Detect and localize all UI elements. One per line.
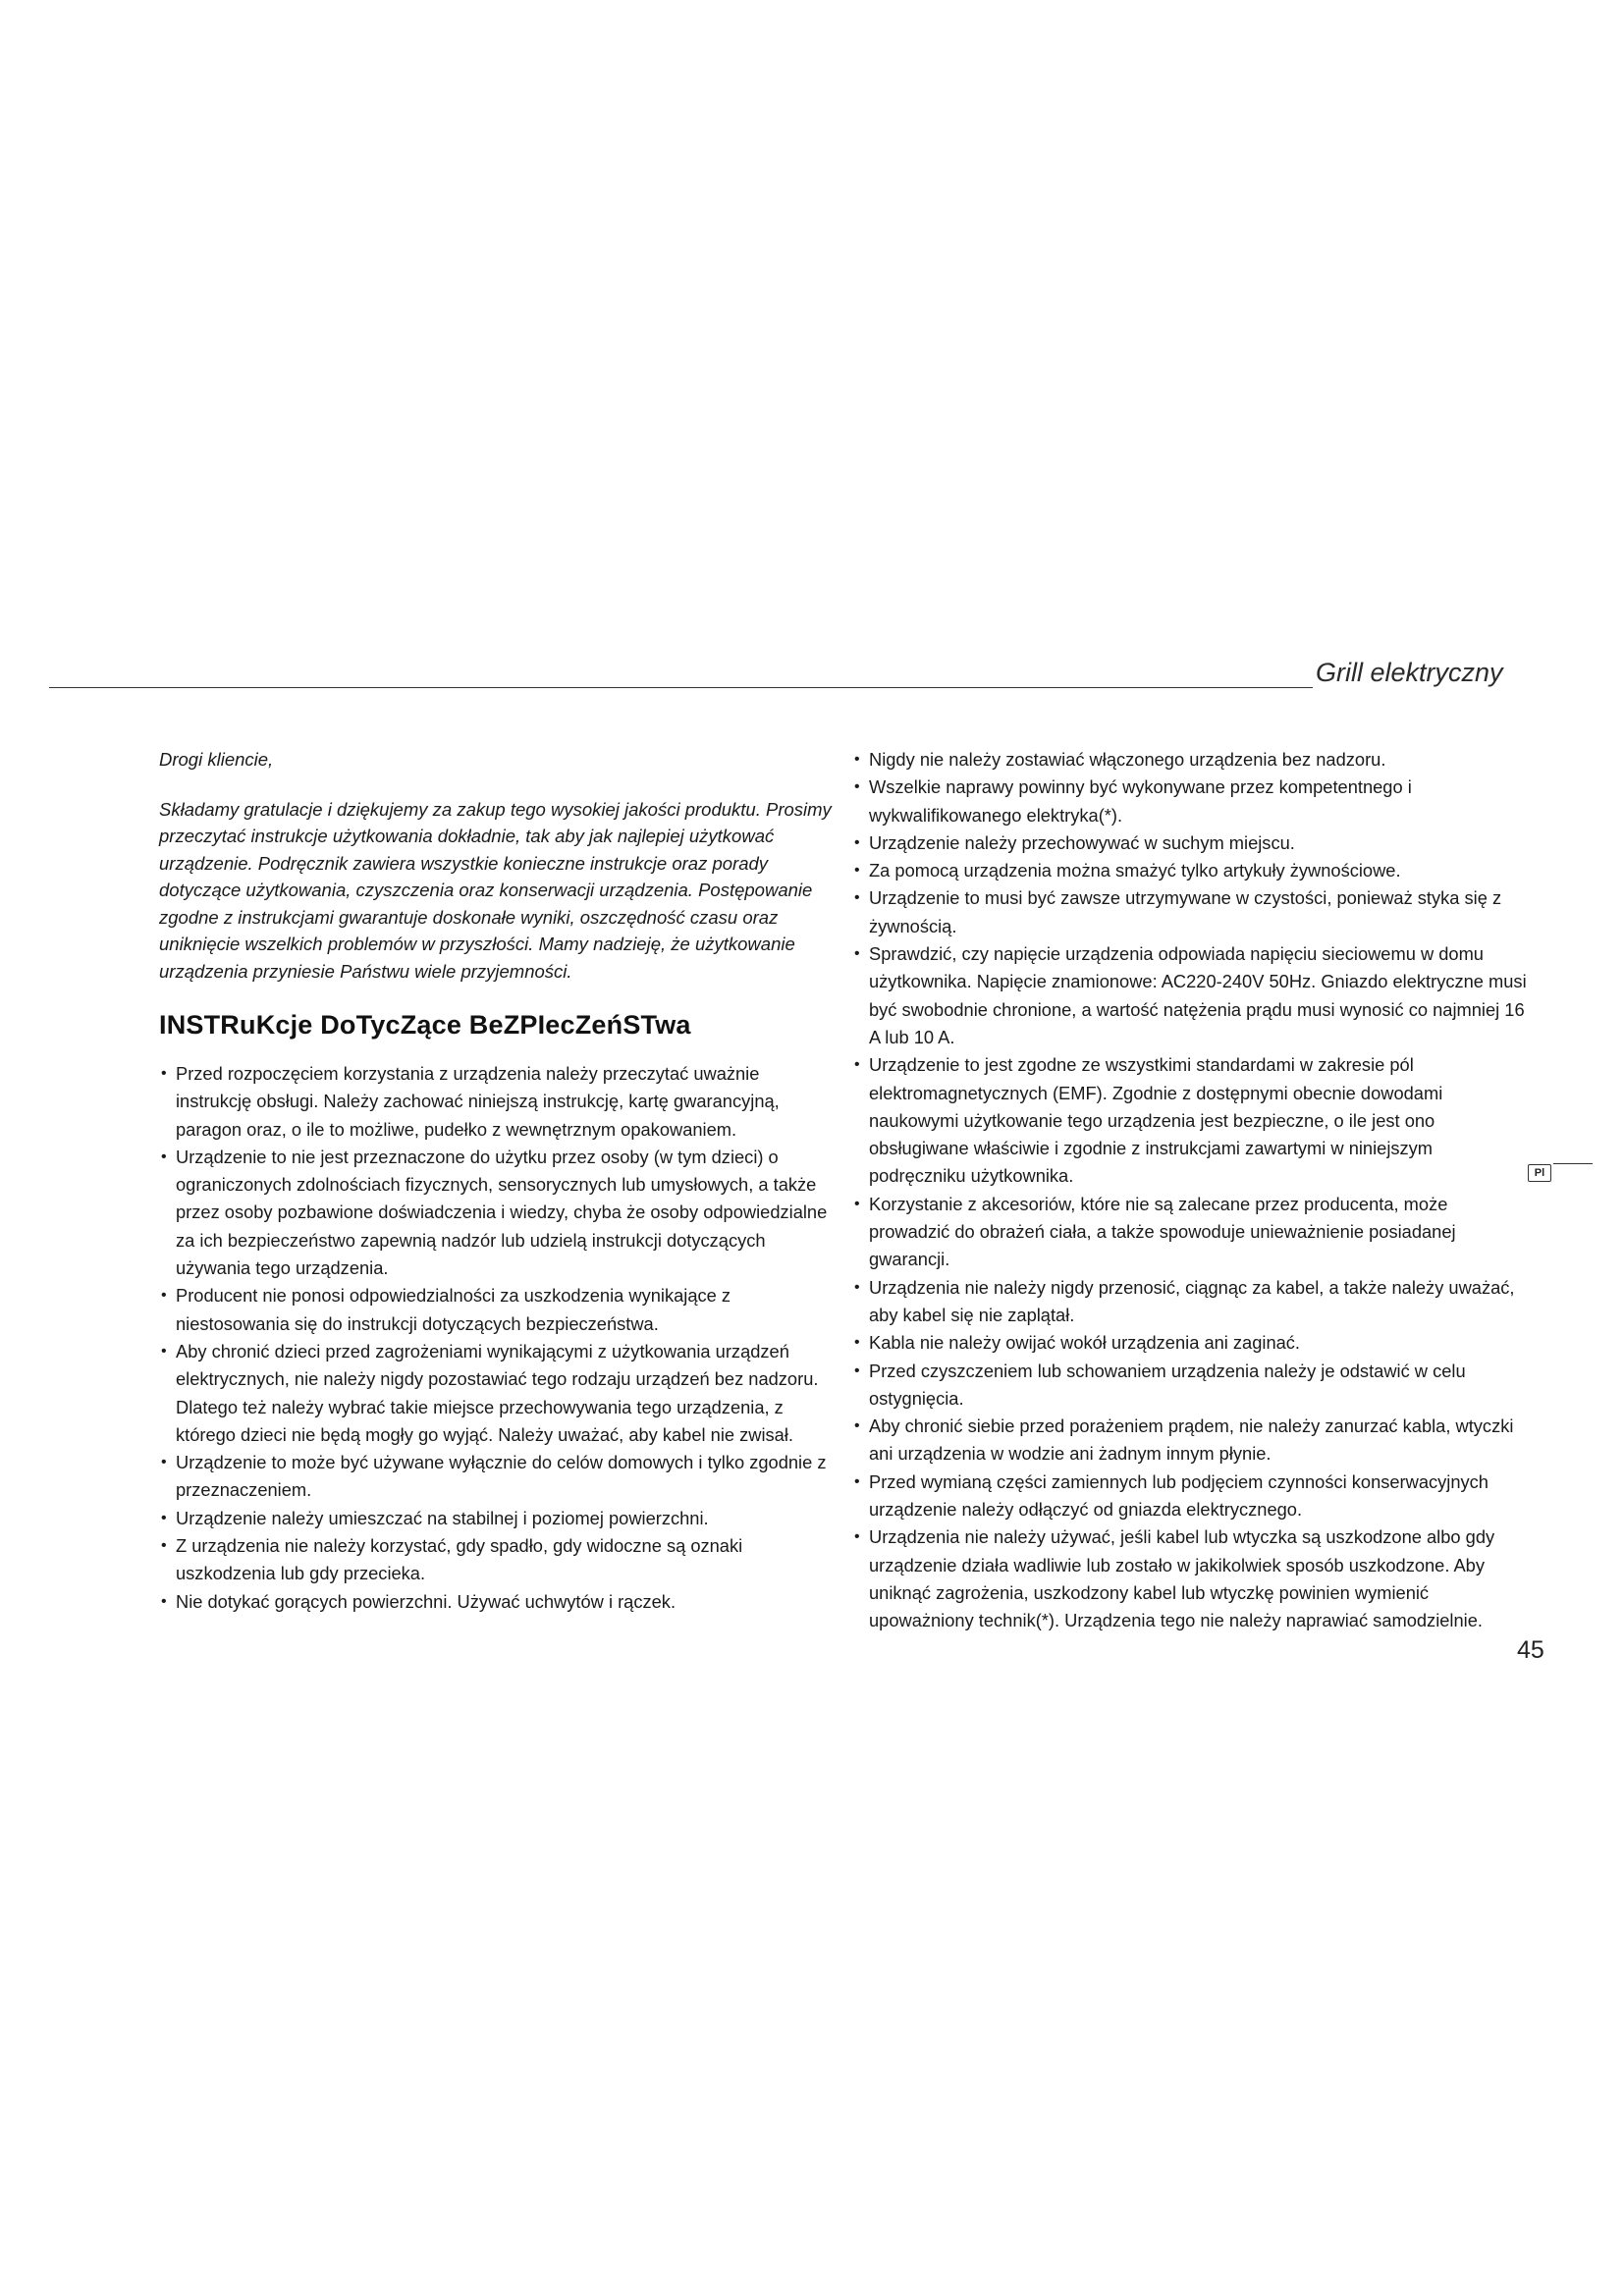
list-item: • Za pomocą urządzenia można smażyć tylko artykuły żywnościowe.: [852, 857, 1532, 884]
safety-list-right: [852, 746, 1532, 1635]
list-item: • Urządzenia nie należy nigdy przenosić, ciągnąc za kabel, a także należy uważać, aby kabel się nie zaplątał.: [852, 1274, 1532, 1330]
right-column: [852, 746, 1532, 1635]
safety-list-left: [159, 1060, 837, 1616]
list-item: • Z urządzenia nie należy korzystać, gdy spadło, gdy widoczne są oznaki uszkodzenia lub gdy przecieka.: [159, 1532, 837, 1588]
list-item: • Urządzenie należy przechowywać w suchym miejscu.: [852, 829, 1532, 857]
list-item: • Przed czyszczeniem lub schowaniem urządzenia należy je odstawić w celu ostygnięcia.: [852, 1358, 1532, 1414]
language-tab-rule: [1553, 1163, 1593, 1164]
list-item: • Korzystanie z akcesoriów, które nie są zalecane przez producenta, może prowadzić do obrażeń ciała, a także spowoduje unieważnienie posiadanej gwarancji.: [852, 1191, 1532, 1274]
list-item: • Aby chronić siebie przed porażeniem prądem, nie należy zanurzać kabla, wtyczki ani urządzenia w wodzie ani żadnym innym płynie.: [852, 1413, 1532, 1468]
list-item: • Urządzenie to jest zgodne ze wszystkimi standardami w zakresie pól elektromagnetycznych (EMF). Zgodnie z dostępnymi obecnie dowodami naukowymi użytkowanie tego urządzenia jest bezpieczne, o ile jest ono obsługiwane właściwie i zgodnie z instrukcjami zawartymi w niniejszym podręczniku użytkownika.: [852, 1051, 1532, 1190]
list-item: • Urządzenie należy umieszczać na stabilnej i poziomej powierzchni.: [159, 1505, 837, 1532]
list-item: • Nie dotykać gorących powierzchni. Używać uchwytów i rączek.: [159, 1588, 837, 1616]
list-item: • Przed wymianą części zamiennych lub podjęciem czynności konserwacyjnych urządzenie należy odłączyć od gniazda elektrycznego.: [852, 1468, 1532, 1524]
page-number: 45: [1517, 1636, 1544, 1664]
list-item: • Kabla nie należy owijać wokół urządzenia ani zaginać.: [852, 1329, 1532, 1357]
list-item: • Urządzenie to musi być zawsze utrzymywane w czystości, ponieważ styka się z żywnością.: [852, 884, 1532, 940]
list-item: • Wszelkie naprawy powinny być wykonywane przez kompetentnego i wykwalifikowanego elektryka(*).: [852, 774, 1532, 829]
salutation: Drogi kliencie,: [159, 749, 274, 770]
list-item: • Urządzenia nie należy używać, jeśli kabel lub wtyczka są uszkodzone albo gdy urządzenie działa wadliwie lub zostało w jakikolwiek sposób uszkodzone. Aby uniknąć zagrożenia, uszkodzony kabel lub wtyczkę powinien wymienić upoważniony technik(*). Urządzenia tego nie należy naprawiać samodzielnie.: [852, 1523, 1532, 1634]
list-item: • Aby chronić dzieci przed zagrożeniami wynikającymi z użytkowania urządzeń elektrycznych, nie należy nigdy pozostawiać tego rodzaju urządzeń bez nadzoru. Dlatego też należy wybrać takie miejsce przechowywania tego urządzenia, z którego dzieci nie będą mogły go wyjąć. Należy uważać, aby kabel nie zwisał.: [159, 1338, 837, 1449]
list-item: • Urządzenie to może być używane wyłącznie do celów domowych i tylko zgodnie z przeznaczeniem.: [159, 1449, 837, 1505]
list-item: • Urządzenie to nie jest przeznaczone do użytku przez osoby (w tym dzieci) o ograniczonych zdolnościach fizycznych, sensorycznych lub umysłowych, a także przez osoby pozbawione doświadczenia i wiedzy, chyba że osoby odpowiedzialne za ich bezpieczeństwo zapewnią nadzór lub udzielą instrukcji dotyczących używania tego urządzenia.: [159, 1144, 837, 1282]
page-title: Grill elektryczny: [1316, 658, 1503, 687]
intro-paragraph: Składamy gratulacje i dziękujemy za zakup tego wysokiej jakości produktu. Prosimy przeczytać instrukcje użytkowania dokładnie, tak aby jak najlepiej użytkować urządzenie. Podręcznik zawiera wszystkie konieczne instrukcje oraz porady dotyczące użytkowania, czyszczenia oraz konserwacji urządzenia. Postępowanie zgodne z instrukcjami gwarantuje doskonałe wyniki, oszczędność czasu oraz uniknięcie wszelkich problemów w przyszłości. Mamy nadzieję, że użytkowanie urządzenia przyniesie Państwu wiele przyjemności.: [159, 798, 832, 982]
list-item: • Nigdy nie należy zostawiać włączonego urządzenia bez nadzoru.: [852, 746, 1532, 774]
list-item: • Przed rozpoczęciem korzystania z urządzenia należy przeczytać uważnie instrukcję obsługi. Należy zachować niniejszą instrukcję, kartę gwarancyjną, paragon oraz, o ile to możliwe, pudełko z wewnętrznym opakowaniem.: [159, 1060, 837, 1144]
left-column: [159, 746, 837, 1616]
safety-heading: INSTRuKcje DoTycZące BeZPIecZeńSTwa: [159, 1010, 691, 1040]
header-rule: [49, 687, 1313, 688]
language-tab: Pl: [1528, 1164, 1551, 1182]
list-item: • Producent nie ponosi odpowiedzialności za uszkodzenia wynikające z niestosowania się do instrukcji dotyczących bezpieczeństwa.: [159, 1282, 837, 1338]
list-item: • Sprawdzić, czy napięcie urządzenia odpowiada napięciu sieciowemu w domu użytkownika. Napięcie znamionowe: AC220-240V 50Hz. Gniazdo elektryczne musi być swobodnie chronione, a wartość natężenia prądu musi wynosić co najmniej 16 A lub 10 A.: [852, 940, 1532, 1051]
